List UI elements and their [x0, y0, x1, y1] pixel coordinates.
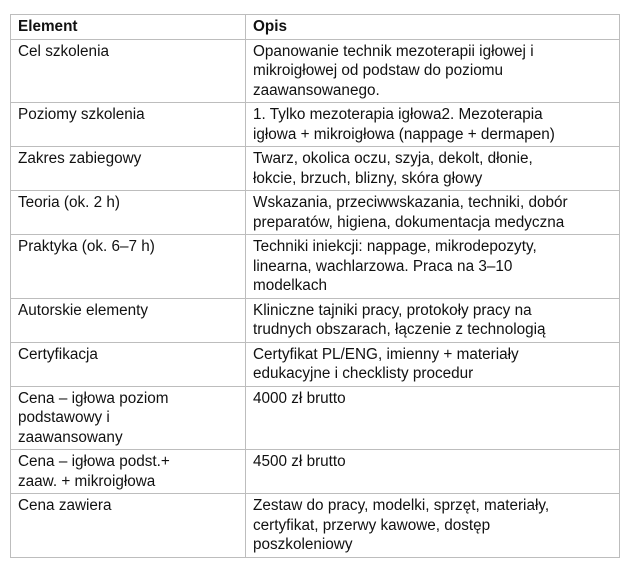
cell-text-line: Autorskie elementy [18, 301, 149, 319]
description-cell [246, 147, 620, 191]
element-cell [11, 342, 246, 386]
cell-text-line: 1. Tylko mezoterapia igłowa2. Mezoterapia [253, 106, 543, 123]
description-cell [246, 450, 620, 494]
element-cell [11, 147, 246, 191]
cell-text-line: Praktyka (ok. 6–7 h) [18, 238, 155, 255]
cell-text-line: certyfikat, przerwy kawowe, dostęp [253, 516, 491, 534]
cell-text-line: mikroigłowej od podstaw do poziomu [253, 62, 503, 79]
cell-text-line: łokcie, brzuch, blizny, skóra głowy [253, 169, 483, 187]
table-body [11, 39, 620, 557]
cell-text-line: Techniki iniekcji: nappage, mikrodepozyty, [253, 238, 537, 255]
description-cell [246, 342, 620, 386]
cell-text-line: igłowa + mikroigłowa (nappage + dermapen) [253, 125, 555, 143]
cell-text-line: Twarz, okolica oczu, szyja, dekolt, dłonie, [253, 150, 533, 167]
element-cell [11, 39, 246, 103]
element-cell [11, 298, 246, 342]
cell-text-line: trudnych obszarach, łączenie z technologią [253, 321, 546, 338]
cell-text-line: preparatów, higiena, dokumentacja medyczna [253, 213, 565, 231]
description-cell [246, 235, 620, 299]
description-cell [246, 298, 620, 342]
header-opis: Opis [246, 15, 620, 40]
cell-text-line: edukacyjne i checklisty procedur [253, 365, 474, 382]
table-row [11, 298, 620, 342]
cell-text-line: 4000 zł brutto [253, 389, 346, 407]
cell-text-line: 4500 zł brutto [253, 453, 346, 470]
cell-text-line: modelkach [253, 277, 327, 294]
element-cell [11, 494, 246, 558]
table-row [11, 103, 620, 147]
table-row [11, 450, 620, 494]
cell-text-line: Certyfikacja [18, 345, 98, 363]
element-cell [11, 235, 246, 299]
element-cell [11, 191, 246, 235]
cell-text-line: Cena – igłowa podst.+ [18, 453, 170, 470]
cell-text-line: Cena – igłowa poziom [18, 389, 169, 407]
description-cell [246, 39, 620, 103]
description-cell [246, 386, 620, 450]
cell-text-line: Opanowanie technik mezoterapii igłowej i [253, 42, 534, 60]
description-cell [246, 494, 620, 558]
cell-text-line: linearna, wachlarzowa. Praca na 3–10 [253, 257, 513, 275]
table-row [11, 494, 620, 558]
table-row [11, 191, 620, 235]
table-row [11, 39, 620, 103]
table-row [11, 386, 620, 450]
cell-text-line: Kliniczne tajniki pracy, protokoły pracy na [253, 301, 532, 319]
table-row [11, 235, 620, 299]
description-cell [246, 103, 620, 147]
header-element: Element [11, 15, 246, 40]
cell-text-line: Certyfikat PL/ENG, imienny + materiały [253, 345, 519, 363]
cell-text-line: Cena zawiera [18, 497, 112, 514]
cell-text-line: zaaw. + mikroigłowa [18, 472, 156, 490]
cell-text-line: Zestaw do pracy, modelki, sprzęt, materiały, [253, 497, 550, 514]
training-details-table [10, 14, 620, 558]
table-row [11, 147, 620, 191]
table-header-row [11, 15, 620, 40]
cell-text-line: zaawansowany [18, 428, 123, 446]
element-cell [11, 450, 246, 494]
cell-text-line: podstawowy i [18, 409, 110, 426]
element-cell [11, 386, 246, 450]
element-cell [11, 103, 246, 147]
cell-text-line: Cel szkolenia [18, 42, 109, 60]
cell-text-line: Poziomy szkolenia [18, 106, 145, 123]
description-cell [246, 191, 620, 235]
cell-text-line: Wskazania, przeciwwskazania, techniki, dobór [253, 194, 568, 211]
table-row [11, 342, 620, 386]
cell-text-line: poszkoleniowy [253, 536, 353, 553]
cell-text-line: Teoria (ok. 2 h) [18, 194, 121, 211]
cell-text-line: zaawansowanego. [253, 81, 380, 99]
cell-text-line: Zakres zabiegowy [18, 150, 142, 167]
